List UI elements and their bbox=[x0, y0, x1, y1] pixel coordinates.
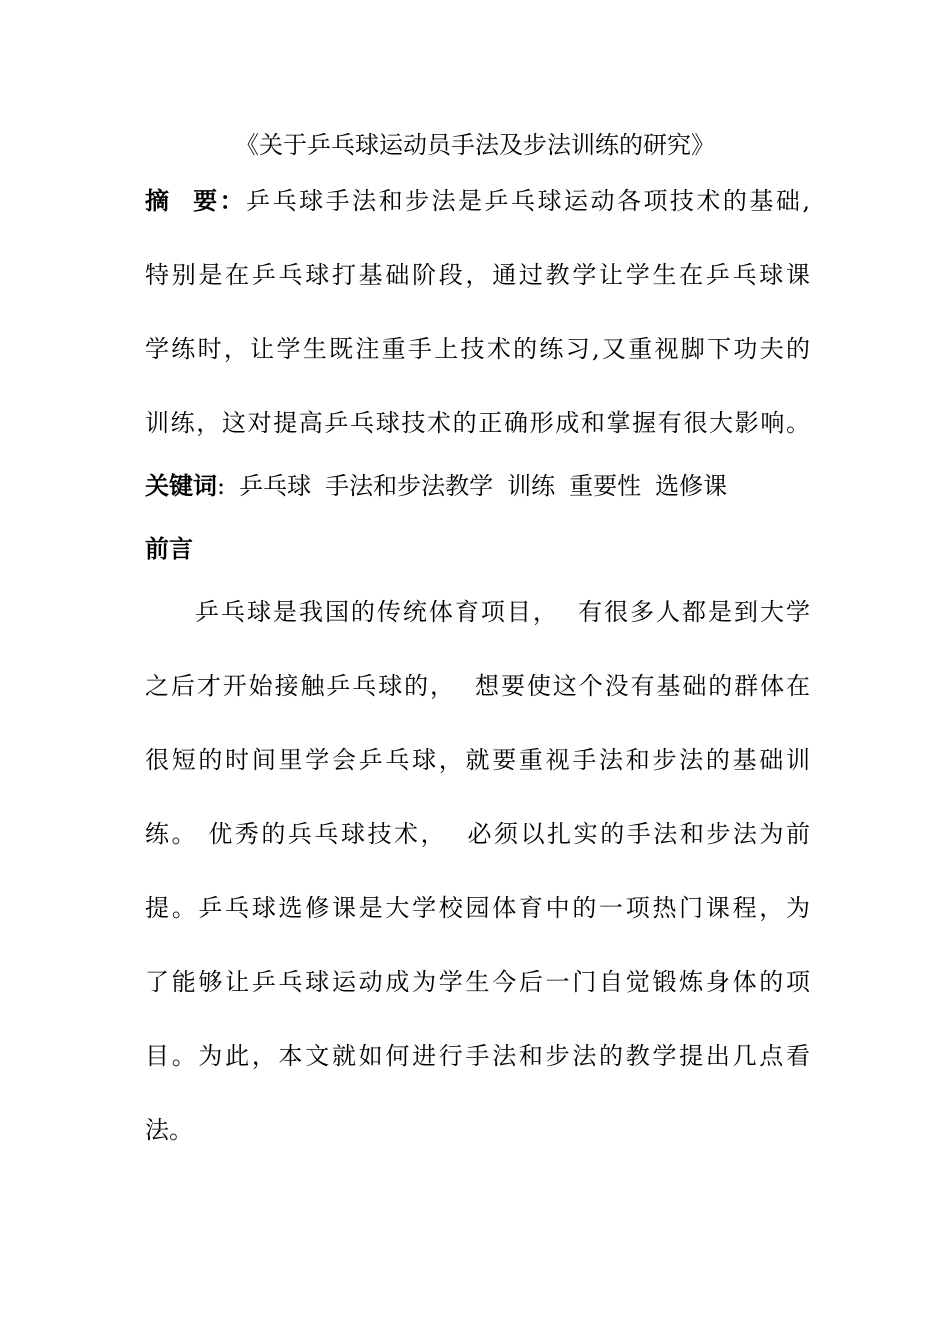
keyword-item: 乒乓球 bbox=[239, 472, 312, 500]
preface-line-4: 练。 优秀的兵乓球技术， 必须以扎实的手法和步法为前 bbox=[145, 820, 810, 848]
preface-line-1: 乒乓球是我国的传统体育项目， 有很多人都是到大学 bbox=[195, 598, 810, 626]
preface-line-7: 目。为此，本文就如何进行手法和步法的教学提出几点看 bbox=[145, 1042, 810, 1070]
document-title: 《关于乒乓球运动员手法及步法训练的研究》 bbox=[235, 131, 715, 159]
abstract-label: 摘 要： bbox=[145, 186, 247, 215]
keywords-label: 关键词 bbox=[145, 471, 217, 500]
abstract-text-1: 乒乓球手法和步法是乒乓球运动各项技术的基础, bbox=[246, 187, 810, 215]
preface-line-2: 之后才开始接触乒乓球的， 想要使这个没有基础的群体在 bbox=[145, 672, 810, 700]
abstract-line-2: 特别是在乒乓球打基础阶段，通过教学让学生在乒乓球课 bbox=[145, 261, 810, 289]
abstract-line-4: 训练，这对提高乒乓球技术的正确形成和掌握有很大影响。 bbox=[145, 409, 810, 437]
abstract-line-1 bbox=[145, 186, 810, 216]
keywords-line bbox=[145, 471, 810, 501]
keyword-item: 重要性 bbox=[569, 472, 642, 500]
preface-line-8: 法。 bbox=[145, 1116, 193, 1144]
preface-heading: 前言 bbox=[145, 534, 193, 563]
keywords-colon: : bbox=[217, 472, 226, 500]
preface-line-3: 很短的时间里学会乒乓球，就要重视手法和步法的基础训 bbox=[145, 746, 810, 774]
keyword-item: 训练 bbox=[507, 472, 556, 500]
abstract-line-3: 学练时，让学生既注重手上技术的练习,又重视脚下功夫的 bbox=[145, 335, 810, 363]
keyword-item: 选修课 bbox=[655, 472, 728, 500]
preface-line-6: 了能够让乒乓球运动成为学生今后一门自觉锻炼身体的项 bbox=[145, 968, 810, 996]
preface-line-5: 提。乒乓球选修课是大学校园体育中的一项热门课程，为 bbox=[145, 894, 810, 922]
keyword-item: 手法和步法教学 bbox=[325, 472, 494, 500]
